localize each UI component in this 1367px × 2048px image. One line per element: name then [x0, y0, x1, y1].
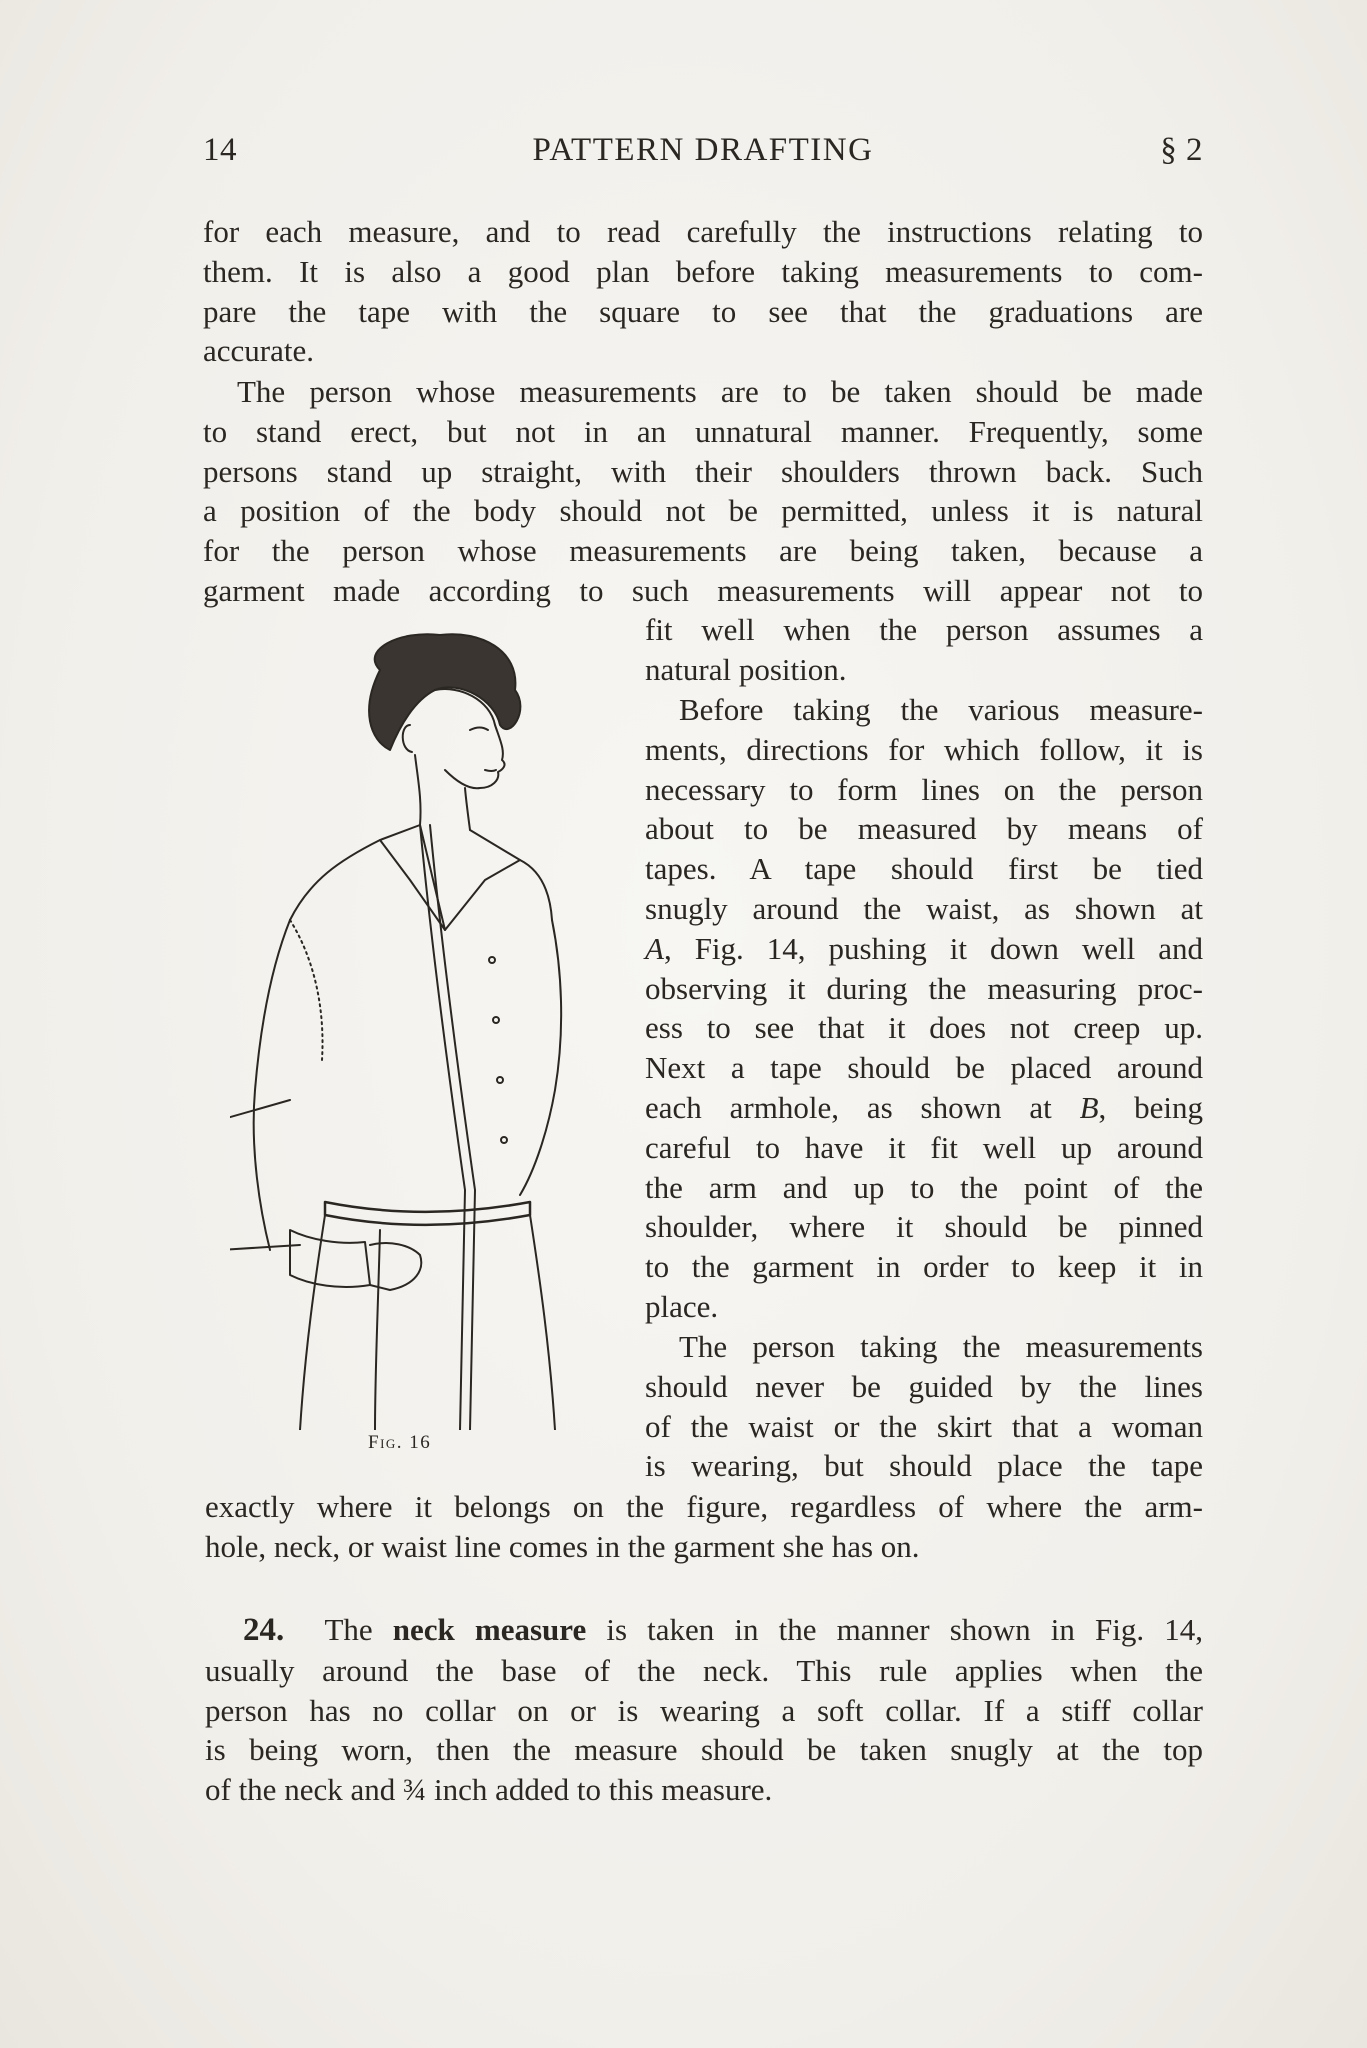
button [489, 957, 495, 963]
text-line: exactly where it belongs on the figure, regardless of where the arm- [205, 1489, 1203, 1524]
text-line: ments, directions for which follow, it is [645, 731, 1203, 767]
ear-outline [403, 725, 412, 752]
term-neck-measure: neck measure [392, 1612, 587, 1647]
text-line: snugly around the waist, as shown at [645, 890, 1203, 926]
text-line: Next a tape should be placed around [645, 1050, 1203, 1086]
text-line: about to be measured by means of [645, 811, 1203, 847]
skirt-right [530, 1215, 555, 1430]
eye-line [470, 728, 488, 731]
button [497, 1077, 503, 1083]
text-line: necessary to form lines on the person [645, 771, 1203, 807]
waist-tape [325, 1202, 530, 1225]
text-fragment: is taken in the manner shown in Fig. 14, [586, 1612, 1203, 1647]
paragraph-2 [203, 372, 1203, 611]
section-number-24: 24. [243, 1612, 285, 1648]
text-line: place. [645, 1288, 719, 1324]
page-number: 14 [203, 132, 237, 168]
paragraph-4 [645, 1327, 1203, 1486]
paragraph-3 [645, 690, 1203, 1327]
text-fragment: The [324, 1612, 393, 1647]
text-line [645, 929, 1203, 969]
text-line: hole, neck, or waist line comes in the garment she has on. [205, 1528, 920, 1564]
collar-right [445, 830, 520, 930]
fraction-three-quarters: ¾ [402, 1772, 427, 1808]
figure-caption: Fig. 16 [368, 1432, 432, 1453]
running-header [203, 132, 1203, 182]
paragraph-4-continued [205, 1487, 1203, 1567]
text-fragment: each armhole, as shown at [645, 1089, 1080, 1125]
text-line: The person whose measurements are to be taken should be made [237, 374, 1203, 409]
text-line: natural position. [645, 651, 847, 687]
text-line: careful to have it fit well up around [645, 1129, 1203, 1165]
left-shoulder [290, 840, 380, 920]
left-sleeve [254, 920, 290, 1250]
text-line: of the waist or the skirt that a woman [645, 1408, 1203, 1444]
button [501, 1137, 507, 1143]
text-line [205, 1610, 1203, 1651]
sleeve-fold [230, 1100, 290, 1120]
text-line: persons stand up straight, with their shoulders thrown back. Such [203, 453, 1203, 489]
skirt-fold [375, 1230, 380, 1430]
running-title: PATTERN DRAFTING [532, 132, 874, 168]
right-shoulder [520, 860, 552, 920]
text-line: to the garment in order to keep it in [645, 1249, 1203, 1285]
text-line: fit well when the person assumes a [645, 612, 1203, 647]
armhole-tape [290, 920, 323, 1060]
text-line: The person taking the measurements [679, 1329, 1203, 1364]
neck-line [465, 788, 470, 830]
text-line: Before taking the various measure- [679, 692, 1203, 727]
text-line: is being worn, then the measure should be taken snugly at the top [205, 1732, 1203, 1768]
skirt-left [300, 1215, 325, 1430]
text-line: should never be guided by the lines [645, 1368, 1203, 1404]
paragraph-2-continued [645, 610, 1203, 690]
figure-ref-b: B [1079, 1089, 1099, 1125]
text-line: for each measure, and to read carefully the instructions relating to [203, 214, 1203, 249]
text-line: accurate. [203, 333, 314, 369]
text-fragment: of the neck and [205, 1772, 403, 1808]
figure-ref-a: A [645, 930, 664, 966]
text-line: observing it during the measuring proc- [645, 970, 1203, 1006]
text-line: them. It is also a good plan before taking measurements to com- [203, 253, 1203, 289]
text-line: the arm and up to the point of the [645, 1169, 1203, 1205]
text-line: ess to see that it does not creep up. [645, 1010, 1203, 1046]
text-line: a position of the body should not be permitted, unless it is natural [203, 493, 1203, 529]
text-line: tapes. A tape should first be tied [645, 851, 1203, 887]
text-line [645, 1088, 1203, 1128]
text-fragment: , being [1098, 1089, 1204, 1125]
section-number: § 2 [1160, 132, 1203, 168]
text-line: is wearing, but should place the tape [645, 1448, 1203, 1484]
text-line: garment made according to such measurements will appear not to [203, 572, 1203, 608]
text-line: pare the tape with the square to see that the graduations are [203, 293, 1203, 329]
bodice-right [520, 920, 561, 1195]
cuff [290, 1230, 370, 1287]
woman-measuring-illustration [230, 630, 590, 1430]
paragraph-1 [203, 212, 1203, 371]
text-line: to stand erect, but not in an unnatural manner. Frequently, some [203, 413, 1203, 449]
text-line: for the person whose measurements are being taken, because a [203, 533, 1203, 569]
button [493, 1017, 499, 1023]
text-fragment: inch added to this measure. [426, 1772, 773, 1808]
text-line: person has no collar on or is wearing a soft collar. If a stiff collar [205, 1692, 1203, 1728]
section-24 [205, 1610, 1203, 1810]
text-line: shoulder, where it should be pinned [645, 1209, 1203, 1245]
measuring-tape [430, 825, 475, 1430]
text-line: usually around the base of the neck. This rule applies when the [205, 1652, 1203, 1688]
text-fragment: , Fig. 14, pushing it down well and [663, 930, 1203, 966]
text-line [205, 1770, 1203, 1810]
mouth-line [485, 770, 496, 771]
neck-line [415, 755, 421, 825]
